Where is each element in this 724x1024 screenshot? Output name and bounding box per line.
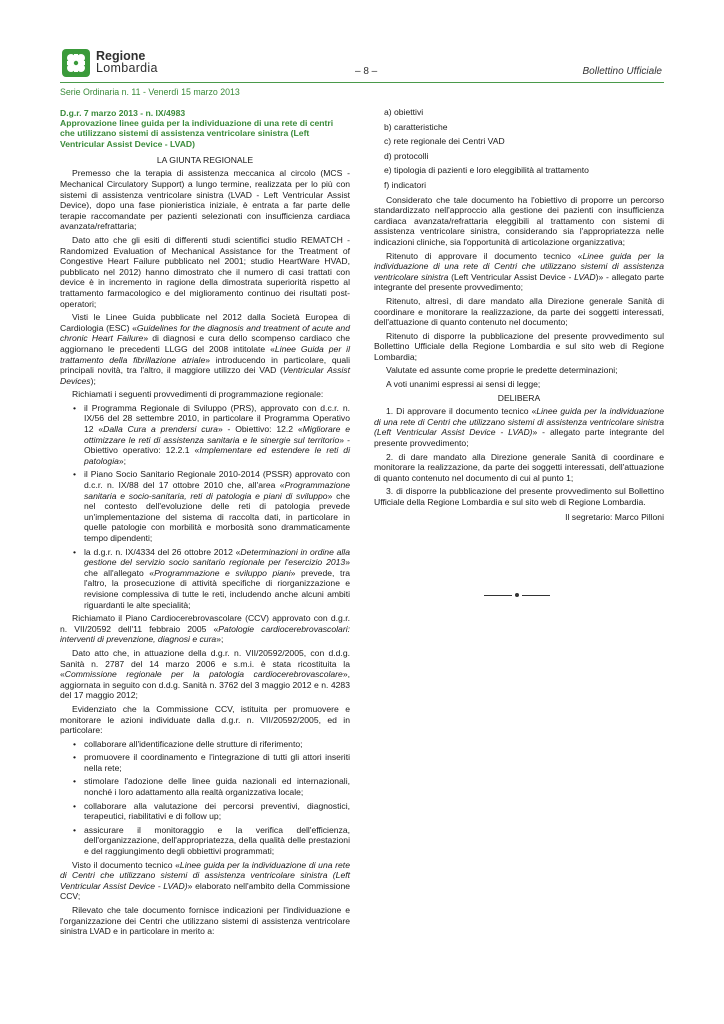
giunta-heading: LA GIUNTA REGIONALE bbox=[156, 154, 254, 165]
paragraph: Dato atto che gli esiti di differenti studi scientifici studio REMATCH - Randomized Evaluation of Mechanical Assistance for the Treatment of Congestive Heart Failure pubblicato nel 2001; studio HeartWare HVAD, pubblicato nel 2012) hanno dimostrato che il numero di casi trattati con device è in incremento in ragione della dimostrata superiorità rispetto al trattamento farmacologico e del miglioramento continuo dei risultati post-operatori; bbox=[60, 234, 350, 309]
paragraph: Visti le Linee Guida pubblicate nel 2012 dalla Società Europea di Cardiologia (ESC) «Guidelines for the diagnosis and treatment of acute and chronic Heart Failure» di diagnosi e cura dello scompenso cardiaco che aggiornano le precedenti LLGG del 2008 intitolate «Linee Guida per il trattamento della fibrillazione atriale» introducendo in particolare, quali principali novità, tra l'altro, il maggiore utilizzo dei VAD (Ventricular Assist Devices); bbox=[60, 312, 350, 386]
delibera-heading: DELIBERA bbox=[497, 392, 541, 403]
paragraph: Premesso che la terapia di assistenza meccanica al circolo (MCS - Mechanical Circulatory Support) a lungo termine, realizzata per lo più con sistemi di assistenza ventricolare sinistra (LVAD - Left Ventricular Assist Device), dopo una fase pionieristica iniziale, è entrata a far parte delle terapie raccomandate per pazienti selezionati con insufficienza cardiaca avanzata/refrattaria; bbox=[60, 168, 350, 232]
paragraph: 1. Di approvare il documento tecnico «Linee guida per la individuazione di una rete di Centri che utilizzano sistemi di assistenza ventricolare sinistra (Left Ventricular Assist Device - LVAD)» - allegato parte integrante del presente provvedimento; bbox=[374, 406, 665, 449]
regione-lombardia-logo-icon bbox=[62, 49, 90, 77]
header-rule bbox=[60, 82, 664, 83]
left-column bbox=[60, 108, 350, 940]
series-line: Serie Ordinaria n. 11 - Venerdì 15 marzo 2013 bbox=[60, 87, 240, 97]
list-item: • assicurare il monitoraggio e la verifica dell'efficienza, dell'organizzazione, dell'appropriatezza, della qualità delle prestazioni e del raggiungimento degli obbiettivi programmati; bbox=[60, 825, 350, 857]
page-header bbox=[60, 47, 664, 87]
list-item: f) indicatori bbox=[384, 179, 427, 190]
section-separator bbox=[484, 592, 550, 598]
list-item: d) protocolli bbox=[384, 150, 429, 161]
list-item: • stimolare l'adozione delle linee guida nazionali ed internazionali, nonché i loro adattamento alla realtà organizzativa locale; bbox=[60, 776, 350, 797]
logo-line-1: Regione bbox=[96, 49, 146, 63]
paragraph: 2. di dare mandato alla Direzione generale Sanità di coordinare e monitorare la realizzazione, da parte dei soggetti interessati, dell'attuazione di quanto contenuto nel documento di cui al punto 1; bbox=[374, 451, 664, 483]
list-item: • il Programma Regionale di Sviluppo (PRS), approvato con d.c.r. n. IX/56 del 28 settembre 2010, in particolare il Programma Operativo 12 «Dalla Cura a prendersi cura» - Obiettivo: 12.2 «Migliorare e ottimizzare le reti di assistenza sanitaria e le sinergie sul territorio» - Obiettivo operativo: 12.2.1 «Implementare ed estendere le reti di patologia»; bbox=[60, 403, 350, 467]
paragraph: Richiamati i seguenti provvedimenti di programmazione regionale: bbox=[72, 389, 324, 400]
page-number: – 8 – bbox=[355, 66, 378, 77]
list-item: • la d.g.r. n. IX/4334 del 26 ottobre 2012 «Determinazioni in ordine alla gestione del servizio socio sanitario regionale per l'esercizio 2013» che all'allegato «Programmazione e sviluppo piani» prevede, tra l'altro, la prosecuzione di attività specifiche di riorganizzazione e revisione complessiva di tutte le reti, includendo anche alcuni ambiti riguardanti le alte specialità; bbox=[60, 547, 350, 611]
act-reference: D.g.r. 7 marzo 2013 - n. IX/4983 bbox=[60, 108, 186, 118]
act-title: Approvazione linee guida per la individuazione di una rete di centri che utilizzano sistemi di assistenza ventricolare sinistra (Left Ventricular Assist Device - LVAD) bbox=[60, 118, 334, 149]
paragraph: Visto il documento tecnico «Linee guida per la individuazione di una rete di Centri che utilizzano sistemi di assistenza ventricolare sinistra (Left Ventricular Assist Device - LVAD)» elaborato nell'ambito della Commissione CCV; bbox=[60, 859, 350, 902]
signature-line: Il segretario: Marco Pilloni bbox=[565, 511, 664, 522]
paragraph: Valutate ed assunte come proprie le predette determinazioni; bbox=[386, 365, 618, 376]
right-column bbox=[374, 107, 664, 522]
list-item: e) tipologia di pazienti e loro eleggibilità al trattamento bbox=[384, 165, 589, 176]
list-item: • collaborare all'identificazione delle strutture di riferimento; bbox=[60, 739, 350, 750]
list-item: b) caratteristiche bbox=[384, 121, 448, 132]
list-item: • il Piano Socio Sanitario Regionale 2010-2014 (PSSR) approvato con d.c.r. n. IX/88 del 17 ottobre 2010 che, all'area «Programmazione sanitaria e socio-sanitaria, reti di patologia e piani di sviluppo» che nel contesto dell'evoluzione delle reti di patologia prevede un'implementazione del sistema di raccolta dati, in particolare in quelle patologie con morbilità e morbosità sono drammaticamente tempo dipendenti; bbox=[60, 469, 350, 543]
paragraph: Ritenuto, altresì, di dare mandato alla Direzione generale Sanità di coordinare e monitorare la realizzazione, da parte dei soggetti interessati, dell'attuazione di quanto contenuto nel documento; bbox=[374, 295, 664, 328]
list-item: • collaborare alla valutazione dei percorsi preventivi, diagnostici, terapeutici, riabilitativi e di follow up; bbox=[60, 801, 350, 822]
logo-line-2: Lombardia bbox=[96, 61, 158, 75]
paragraph: Ritenuto di approvare il documento tecnico «Linee guida per la individuazione di una rete di Centri che utilizzano sistemi di assistenza ventricolare sinistra (Left Ventricular Assist Device - LVAD)» - allegato parte integrante del presente provvedimento; bbox=[374, 250, 664, 293]
list-item: • promuovere il coordinamento e l'integrazione di tutti gli attori inseriti nella rete; bbox=[60, 752, 350, 773]
logo-wordmark bbox=[96, 50, 158, 74]
paragraph: Ritenuto di disporre la pubblicazione del presente provvedimento sul Bollettino Ufficiale della Regione Lombardia e sul sito web di Regione Lombardia; bbox=[374, 330, 664, 362]
paragraph: Richiamato il Piano Cardiocerebrovascolare (CCV) approvato con d.g.r. n. VII/20592 dell'11 febbraio 2005 «Patologie cardiocerebrovascolari: interventi di prevenzione, diagnosi e cura»; bbox=[60, 613, 350, 645]
paragraph: Dato atto che, in attuazione della d.g.r. n. VII/20592/2005, con d.d.g. Sanità n. 2787 del 14 marzo 2006 e s.m.i. è stata ricostituita la «Commissione regionale per la patologia cardiocerebrovascolare», aggiornata in seguito con d.d.g. Sanità n. 3762 del 3 maggio 2012 e n. 4283 del 17 maggio 2012; bbox=[60, 647, 350, 701]
list-item: a) obiettivi bbox=[384, 107, 424, 117]
paragraph: 3. di disporre la pubblicazione del presente provvedimento sul Bollettino Ufficiale della Regione Lombardia e sul sito web di Regione Lombardia. bbox=[374, 486, 664, 507]
list-item: c) rete regionale dei Centri VAD bbox=[384, 136, 505, 147]
paragraph: Evidenziato che la Commissione CCV, istituita per promuovere e monitorare le azioni individuate dalla d.g.r. n. VII/20592/2005, ed in particolare: bbox=[60, 703, 350, 736]
paragraph: Rilevato che tale documento fornisce indicazioni per l'individuazione e l'organizzazione dei Centri che utilizzano sistemi di assistenza ventricolare sinistra LVAD e in particolare in merito a: bbox=[60, 905, 350, 937]
paragraph: Considerato che tale documento ha l'obiettivo di proporre un percorso standardizzato nell'approccio alla gestione dei pazienti con insufficienza cardiaca avanzata/refrattaria eleggibili al trattamento con sistemi di assistenza ventricolare sinistra, considerando sia l'appropriatezza nelle indicazioni cliniche, sia l'opportunità di articolazione organizzativa; bbox=[374, 194, 664, 247]
bulletin-title: Bollettino Ufficiale bbox=[582, 66, 662, 77]
paragraph: A voti unanimi espressi ai sensi di legge; bbox=[386, 379, 541, 390]
